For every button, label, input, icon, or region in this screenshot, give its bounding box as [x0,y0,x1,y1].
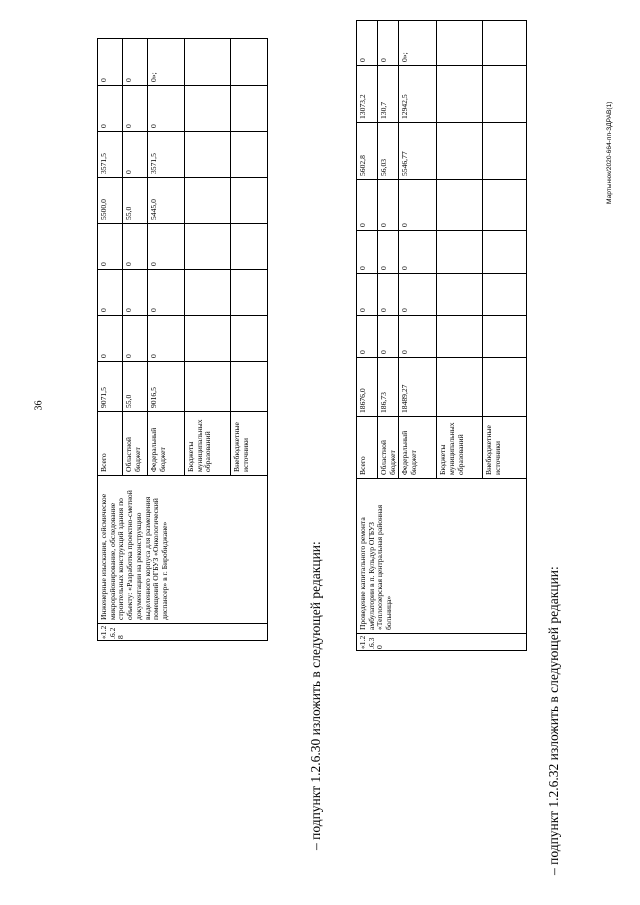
value-cell [437,358,483,417]
value-cell: 0 [123,316,148,362]
measure-code: «1.2.6.28 [98,624,268,641]
value-cell: 0 [123,132,148,178]
value-cell [185,132,231,178]
value-cell: 0 [98,86,123,132]
funding-source: Внебюджетные источники [483,417,527,479]
funding-source: Всего [357,417,378,479]
value-cell [437,274,483,316]
value-cell [185,39,231,86]
value-cell: 0 [98,270,123,316]
value-cell: 0 [98,316,123,362]
table-row [357,21,378,651]
value-cell [483,21,527,66]
value-cell: 13073,2 [357,66,378,123]
funding-source: Внебюджетные источники [231,412,268,476]
value-cell: 0 [357,21,378,66]
value-cell: 3571,5 [98,132,123,178]
funding-source: Федеральный бюджет [399,417,437,479]
value-cell: 0 [357,316,378,358]
instruction-1.2.6.32: – подпункт 1.2.6.32 изложить в следующей редакции: [546,566,561,875]
value-cell: 0 [357,274,378,316]
value-cell: 0 [98,39,123,86]
value-cell: 0»; [399,21,437,66]
value-cell [231,39,268,86]
value-cell: 0 [399,316,437,358]
value-cell: 5602,8 [357,123,378,180]
value-cell [231,362,268,412]
program-table-1230 [356,20,527,651]
value-cell [437,21,483,66]
value-cell [483,274,527,316]
value-cell: 0 [378,231,399,274]
value-cell: 130,7 [378,66,399,123]
value-cell: 3571,5 [148,132,185,178]
value-cell: 0 [148,316,185,362]
value-cell: 0 [148,86,185,132]
value-cell [437,66,483,123]
value-cell [483,316,527,358]
value-cell [483,358,527,417]
value-cell [231,178,268,224]
value-cell [483,231,527,274]
value-cell [231,132,268,178]
value-cell: 186,73 [378,358,399,417]
value-cell: 0 [399,180,437,231]
value-cell: 0 [123,39,148,86]
value-cell: 0 [148,224,185,270]
page-number: 36 [33,400,45,411]
value-cell [437,180,483,231]
value-cell: 18676,0 [357,358,378,417]
measure-name: Проведение капитального ремонта амбулатории в п. Кульдур ОГБУЗ «Теплоозерская центральная районная больница» [357,479,527,634]
value-cell [185,316,231,362]
value-cell: 0 [357,180,378,231]
value-cell: 0 [378,274,399,316]
value-cell: 9071,5 [98,362,123,412]
table-row [98,39,123,641]
value-cell [231,86,268,132]
instruction-1.2.6.30: – подпункт 1.2.6.30 изложить в следующей редакции: [308,541,323,850]
value-cell: 55,0 [123,362,148,412]
value-cell: 55,0 [123,178,148,224]
value-cell: 12942,5 [399,66,437,123]
value-cell: 0 [378,316,399,358]
value-cell [437,316,483,358]
measure-code: «1.2.6.30 [357,634,527,651]
value-cell [185,270,231,316]
value-cell [483,180,527,231]
value-cell: 0 [399,231,437,274]
value-cell [483,66,527,123]
value-cell [185,362,231,412]
value-cell: 5445,0 [148,178,185,224]
value-cell [231,270,268,316]
value-cell [185,178,231,224]
document-footer: Мартынюк/2020-664-пп-ЗДРАВ(1) [606,101,613,204]
value-cell [231,316,268,362]
value-cell [185,86,231,132]
funding-source: Всего [98,412,123,476]
value-cell: 0 [123,224,148,270]
funding-source: Областной бюджет [378,417,399,479]
value-cell [483,123,527,180]
value-cell: 5546,77 [399,123,437,180]
value-cell: 18489,27 [399,358,437,417]
value-cell [185,224,231,270]
value-cell: 0 [98,224,123,270]
funding-source: Бюджеты муниципальных образований [437,417,483,479]
value-cell: 9016,5 [148,362,185,412]
value-cell: 56,03 [378,123,399,180]
value-cell: 0 [148,270,185,316]
value-cell [231,224,268,270]
program-table-1282 [97,38,268,641]
funding-source: Бюджеты муниципальных образований [185,412,231,476]
value-cell: 0»; [148,39,185,86]
value-cell: 0 [357,231,378,274]
value-cell: 0 [378,180,399,231]
value-cell: 0 [123,270,148,316]
value-cell [437,231,483,274]
value-cell: 0 [123,86,148,132]
value-cell: 0 [378,21,399,66]
value-cell [437,123,483,180]
funding-source: Областной бюджет [123,412,148,476]
funding-source: Федеральный бюджет [148,412,185,476]
value-cell: 5500,0 [98,178,123,224]
measure-name: Инженерные изыскания, сейсмическое микрорайонирование, обследование строительных конструкций здания по объекту: «Разработка проектно-сметной документации на реконструкцию выделенного корпуса для размещения помещений ОГБУЗ «Онкологический диспансер» в г. Биробиджане» [98,476,268,624]
value-cell: 0 [399,274,437,316]
